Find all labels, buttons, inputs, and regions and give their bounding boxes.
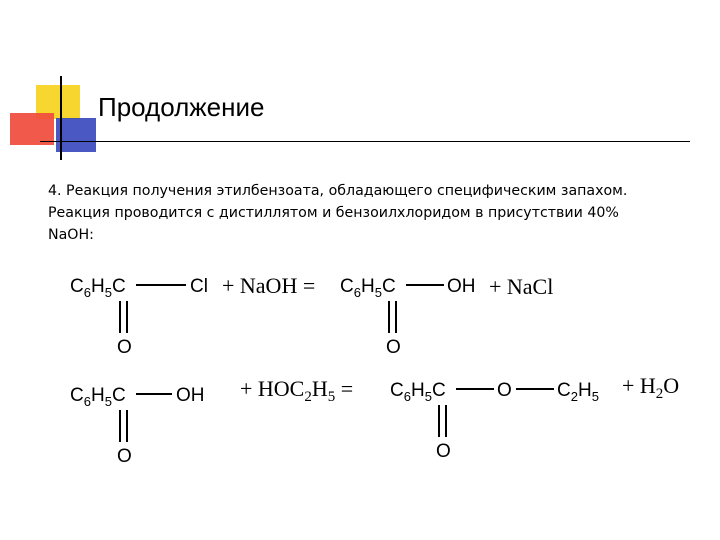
hydroxyl-label: OH: [176, 385, 205, 406]
body-line: 4. Реакция получения этилбензоата, обладающего специфическим запахом.: [48, 183, 628, 199]
byproduct-nacl: + NaCl: [489, 274, 554, 299]
carbonyl-oxygen-label: O: [117, 337, 132, 358]
hydroxyl-label: OH: [447, 276, 476, 297]
body-line: Реакция проводится с дистиллятом и бензоилхлоридом в присутствии 40%: [48, 205, 619, 221]
carbonyl-oxygen-label: O: [386, 337, 401, 358]
phenyl-group: $C_6H_5C$: [390, 380, 446, 404]
phenyl-group: $C_6H_5C$: [70, 276, 126, 300]
reagent-ethanol: + $HOC_2H_5$ =: [240, 376, 354, 405]
phenyl-group: $C_6H_5C$: [70, 385, 126, 409]
byproduct-water: + $H_2O$: [622, 373, 680, 402]
page-title: Продолжение: [98, 92, 265, 122]
ester-oxygen-label: O: [497, 380, 512, 401]
reagent-naoh: + NaOH =: [222, 273, 316, 298]
carbonyl-oxygen-label: O: [117, 446, 132, 467]
phenyl-group: $C_6H_5C$: [340, 276, 396, 300]
ethyl-group: $C_2H_5$: [557, 380, 599, 404]
carbonyl-oxygen-label: O: [436, 441, 451, 462]
body-line: NaOH:: [48, 227, 94, 243]
chloride-label: Cl: [190, 276, 208, 297]
